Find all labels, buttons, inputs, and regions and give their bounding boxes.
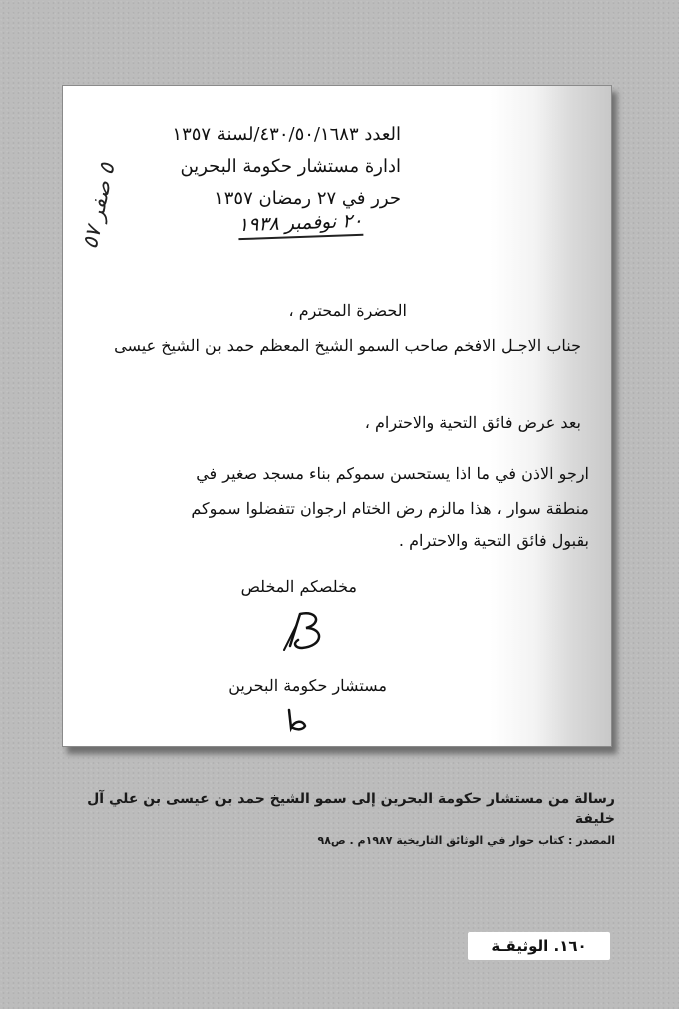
handwritten-date: ٢٠ نوفمبر ١٩٣٨ [238,210,364,240]
body-line: بقبول فائق التحية والاحترام . [398,531,589,550]
margin-handwritten-note [69,116,129,296]
closing: مخلصكم المخلص [240,577,357,596]
date-line: حرر في ٢٧ رمضان ١٣٥٧ [214,188,401,209]
reference-number: العدد ٤٣٠/٥٠/١٦٨٣/لسنة ١٣٥٧ [172,124,401,145]
caption [55,789,615,849]
signer-title: مستشار حكومة البحرين [228,676,387,695]
body-line: منطقة سوار ، هذا مالزم رض الختام ارجوان تتفضلوا سموكم [191,499,589,518]
page-label: ١٦٠. الوثيقـة [468,932,610,960]
letter-document [62,85,612,747]
caption-source: المصدر : كتاب حوار في الوثائق التاريخية ١٩٨٧م . ص٩٨ [317,834,615,847]
initial-mark [283,706,311,734]
office-name: ادارة مستشار حكومة البحرين [180,156,401,177]
margin-note-text: ٥ صفر ٥٧ [78,160,120,252]
body-line: ارجو الاذن في ما اذا يستحسن سموكم بناء مسجد صغير في [196,464,589,483]
signature-mark [278,606,333,656]
greeting: بعد عرض فائق التحية والاحترام ، [364,413,581,432]
addressee: جناب الاجـل الافخم صاحب السمو الشيخ المعظم حمد بن الشيخ عيسى [114,336,581,355]
salutation: الحضرة المحترم ، [288,301,407,320]
caption-title: رسالة من مستشار حكومة البحرين إلى سمو الشيخ حمد بن عيسى بن علي آل خليفة [87,791,615,827]
